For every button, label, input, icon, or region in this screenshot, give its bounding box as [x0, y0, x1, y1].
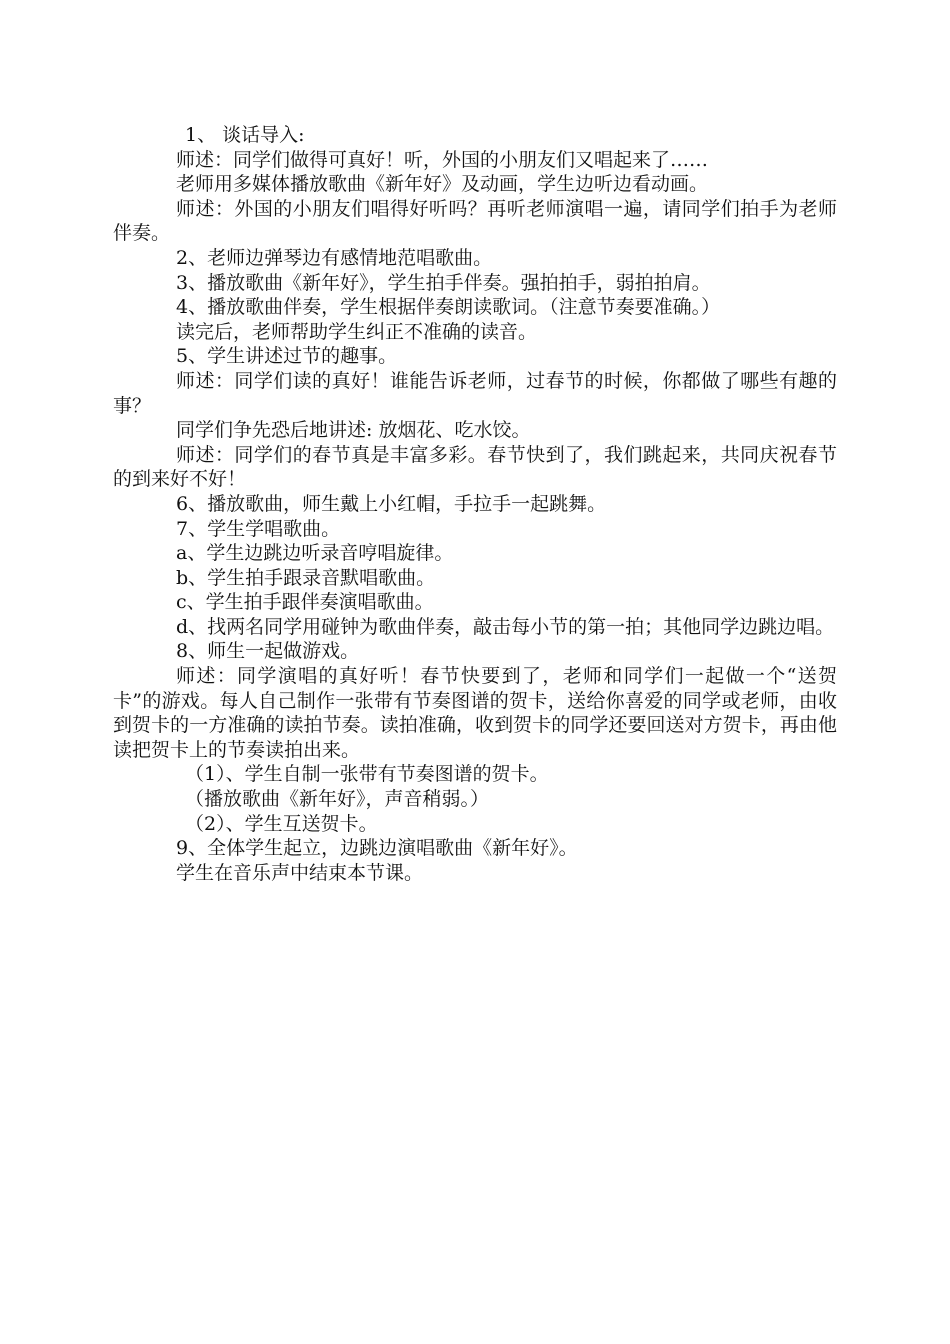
paragraph-2: 师述：同学们做得可真好！听，外国的小朋友们又唱起来了……	[176, 148, 709, 171]
paragraph-8: 读完后，老师帮助学生纠正不准确的读音。	[176, 320, 538, 343]
paragraph-11: 同学们争先恐后地讲述: 放烟花、吃水饺。	[176, 419, 531, 442]
paragraph-21: （1）、学生自制一张带有节奏图谱的贺卡。	[185, 763, 549, 786]
paragraph-20: 师述：同学演唱的真好听！春节快要到了，老师和同学们一起做一个“送贺卡”的游戏。每人自己制作一张带有节奏图谱的贺卡，送给你喜爱的同学或老师，由收到贺卡的一方准确的读拍节奏。读拍准确，收到贺卡的同学还要回送对方贺卡，再由他读把贺卡上的节奏读拍出来。	[113, 665, 837, 761]
paragraph-12: 师述：同学们的春节真是丰富多彩。春节快到了，我们跳起来，共同庆祝春节的到来好不好！	[113, 443, 837, 491]
paragraph-25: 学生在音乐声中结束本节课。	[176, 861, 424, 884]
paragraph-17: c、学生拍手跟伴奏演唱歌曲。	[176, 591, 434, 614]
paragraph-14: 7、学生学唱歌曲。	[176, 517, 341, 540]
paragraph-10: 师述：同学们读的真好！谁能告诉老师，过春节的时候，你都做了哪些有趣的事？	[113, 369, 837, 417]
paragraph-3: 老师用多媒体播放歌曲《新年好》及动画，学生边听边看动画。	[176, 173, 709, 196]
paragraph-6: 3、播放歌曲《新年好》，学生拍手伴奏。强拍拍手，弱拍拍肩。	[176, 271, 711, 294]
paragraph-4: 师述：外国的小朋友们唱得好听吗？再听老师演唱一遍，请同学们拍手为老师伴奏。	[113, 197, 837, 245]
document-body	[113, 123, 837, 885]
paragraph-18: d、找两名同学用碰钟为歌曲伴奏，敲击每小节的第一拍；其他同学边跳边唱。	[176, 615, 835, 638]
paragraph-16: b、学生拍手跟录音默唱歌曲。	[176, 566, 436, 589]
paragraph-15: a、学生边跳边听录音哼唱旋律。	[176, 542, 454, 565]
paragraph-19: 8、师生一起做游戏。	[176, 640, 360, 663]
paragraph-5: 2、老师边弹琴边有感情地范唱歌曲。	[176, 246, 493, 269]
paragraph-13: 6、播放歌曲，师生戴上小红帽，手拉手一起跳舞。	[176, 492, 607, 515]
paragraph-9: 5、学生讲述过节的趣事。	[176, 345, 398, 368]
paragraph-1: 1、 谈话导入:	[185, 124, 305, 146]
paragraph-23: （2）、学生互送贺卡。	[185, 812, 378, 835]
paragraph-24: 9、全体学生起立，边跳边演唱歌曲《新年好》。	[176, 837, 578, 860]
paragraph-22: （播放歌曲《新年好》，声音稍弱。）	[185, 788, 490, 811]
paragraph-7: 4、播放歌曲伴奏，学生根据伴奏朗读歌词。（注意节奏要准确。）	[176, 296, 721, 319]
